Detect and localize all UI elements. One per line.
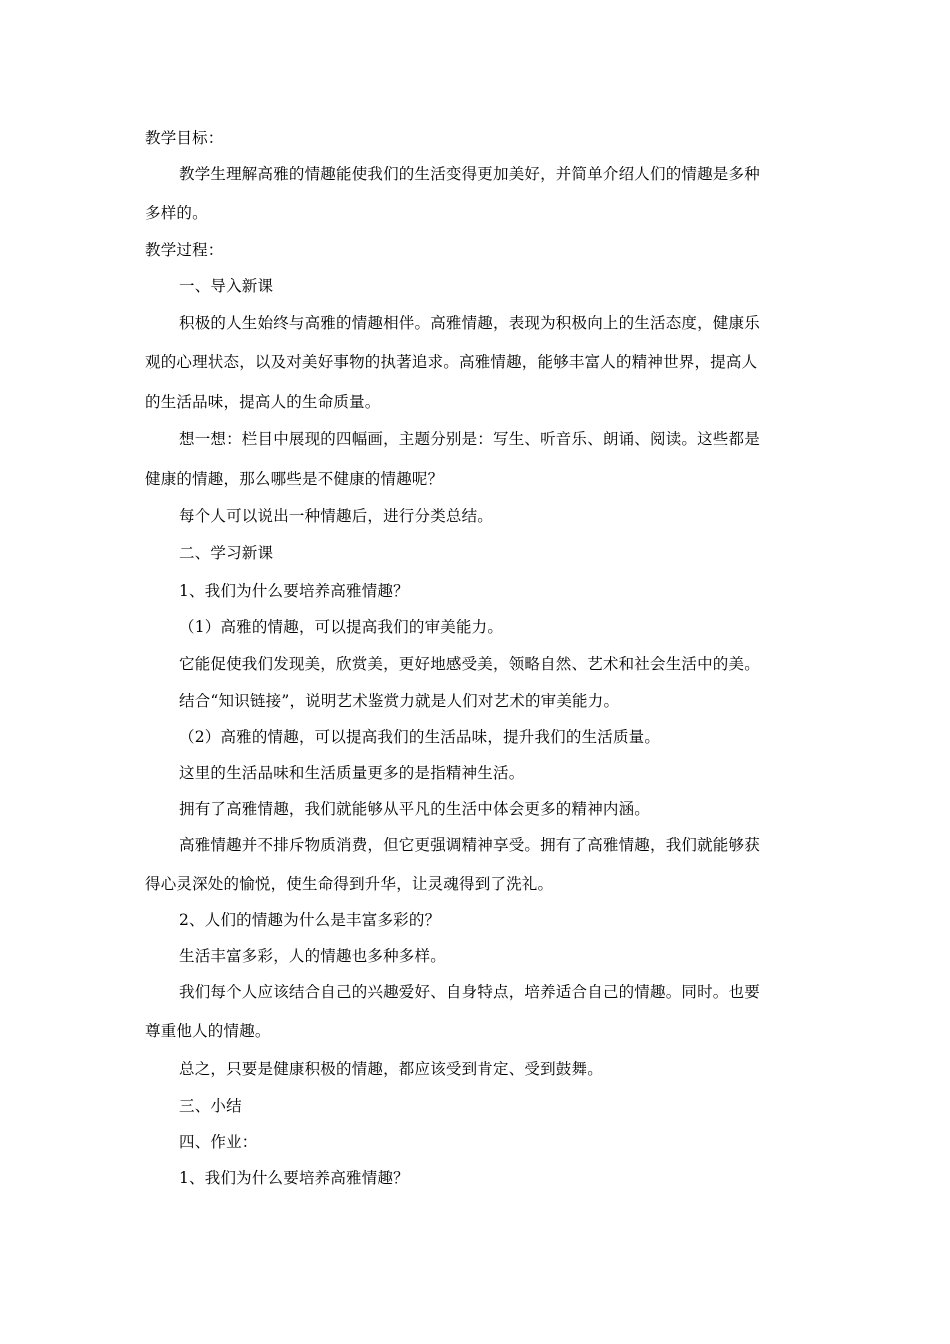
paragraph-line: 观的心理状态，以及对美好事物的执著追求。高雅情趣，能够丰富人的精神世界，提高人 xyxy=(145,353,758,371)
paragraph-line: 每个人可以说出一种情趣后，进行分类总结。 xyxy=(179,507,494,525)
paragraph-line: 总之，只要是健康积极的情趣，都应该受到肯定、受到鼓舞。 xyxy=(179,1060,603,1078)
paragraph-line: 尊重他人的情趣。 xyxy=(145,1022,271,1040)
section-heading: 二、学习新课 xyxy=(179,544,274,562)
paragraph-line: 我们每个人应该结合自己的兴趣爱好、自身特点，培养适合自己的情趣。同时。也要 xyxy=(179,983,760,1001)
paragraph-line: 教学生理解高雅的情趣能使我们的生活变得更加美好，并简单介绍人们的情趣是多种 xyxy=(179,165,760,183)
paragraph-line: 想一想：栏目中展现的四幅画，主题分别是：写生、听音乐、朗诵、阅读。这些都是 xyxy=(179,430,760,448)
section-heading: 三、小结 xyxy=(179,1097,242,1115)
question-item: 2、人们的情趣为什么是丰富多彩的？ xyxy=(179,911,441,929)
paragraph-line: 多样的。 xyxy=(145,204,208,222)
section-heading: 四、作业： xyxy=(179,1133,258,1151)
paragraph-line: 生活丰富多彩，人的情趣也多种多样。 xyxy=(179,947,446,965)
paragraph-line: 它能促使我们发现美，欣赏美，更好地感受美，领略自然、艺术和社会生活中的美。 xyxy=(179,655,760,673)
section-heading: 一、导入新课 xyxy=(179,277,274,295)
heading-teaching-process: 教学过程： xyxy=(145,241,224,259)
paragraph-line: 结合“知识链接”，说明艺术鉴赏力就是人们对艺术的审美能力。 xyxy=(179,692,620,710)
paragraph-line: 拥有了高雅情趣，我们就能够从平凡的生活中体会更多的精神内涵。 xyxy=(179,800,651,818)
question-item: 1、我们为什么要培养高雅情趣？ xyxy=(179,582,409,600)
paragraph-line: 健康的情趣，那么哪些是不健康的情趣呢？ xyxy=(145,470,444,488)
paragraph-line: 这里的生活品味和生活质量更多的是指精神生活。 xyxy=(179,764,525,782)
heading-teaching-goals: 教学目标： xyxy=(145,129,224,147)
question-item: 1、我们为什么要培养高雅情趣？ xyxy=(179,1169,409,1187)
paragraph-line: 积极的人生始终与高雅的情趣相伴。高雅情趣，表现为积极向上的生活态度，健康乐 xyxy=(179,314,760,332)
paragraph-line: 的生活品味，提高人的生命质量。 xyxy=(145,393,381,411)
paragraph-line: 得心灵深处的愉悦，使生命得到升华，让灵魂得到了洗礼。 xyxy=(145,875,554,893)
paragraph-line: （2）高雅的情趣，可以提高我们的生活品味，提升我们的生活质量。 xyxy=(179,728,661,746)
paragraph-line: （1）高雅的情趣，可以提高我们的审美能力。 xyxy=(179,618,504,636)
paragraph-line: 高雅情趣并不排斥物质消费，但它更强调精神享受。拥有了高雅情趣，我们就能够获 xyxy=(179,836,760,854)
